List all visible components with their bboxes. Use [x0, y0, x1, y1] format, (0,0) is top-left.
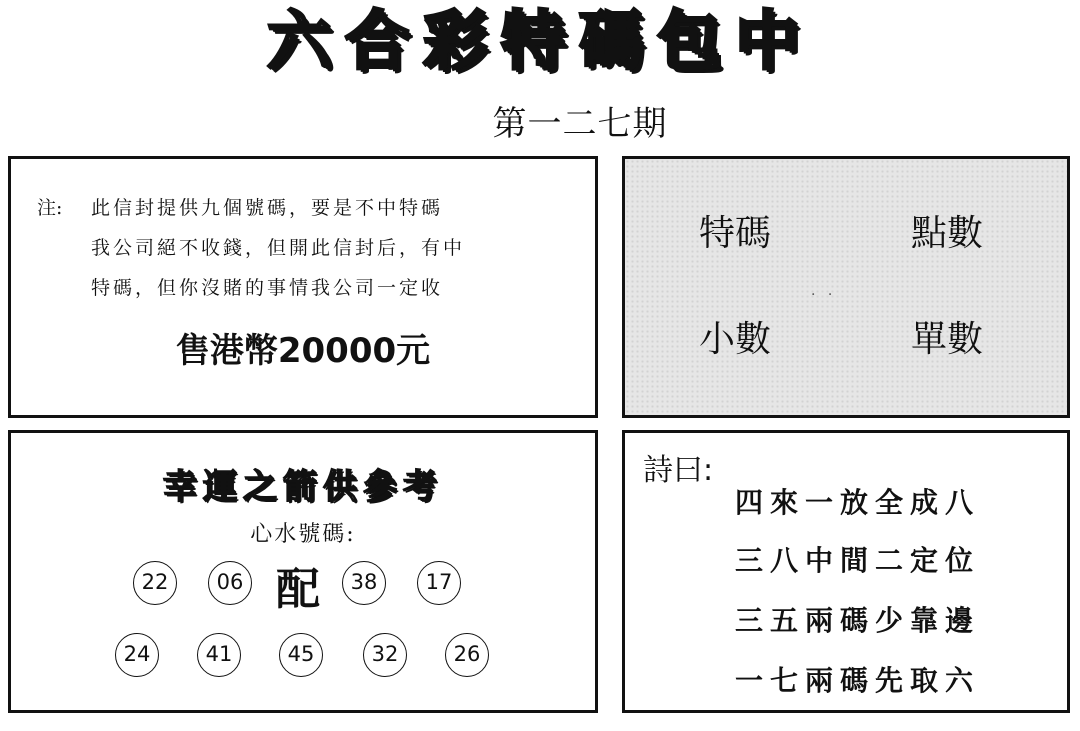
pair-label: 配: [276, 564, 320, 615]
poem-line: 三五兩碼少靠邊: [735, 604, 981, 637]
number-ball: 38: [342, 561, 386, 605]
number-ball: 17: [417, 561, 461, 605]
poem-label: 詩曰:: [643, 453, 714, 488]
issue-number: 第一二七期: [492, 104, 668, 144]
poem-line: 一七兩碼先取六: [735, 664, 981, 697]
stat-label: 點數: [911, 213, 984, 254]
price-text: 售港幣20000元: [175, 331, 431, 371]
stats-panel: [622, 156, 1070, 418]
notice-label: 注:: [37, 197, 63, 219]
notice-line: 特碼，但你沒賭的事情我公司一定收: [91, 277, 444, 299]
number-ball: 32: [363, 633, 407, 677]
number-ball: 06: [208, 561, 252, 605]
number-ball: 24: [115, 633, 159, 677]
stat-label: 小數: [699, 319, 772, 360]
notice-line: 我公司絕不收錢，但開此信封后，有中: [91, 237, 466, 259]
lucky-numbers-panel: [8, 430, 598, 713]
number-ball: 41: [197, 633, 241, 677]
decorative-dots: · ·: [811, 287, 837, 303]
notice-panel: [8, 156, 598, 418]
lucky-subtitle: 心水號碼:: [250, 522, 356, 547]
number-ball: 45: [279, 633, 323, 677]
poem-line: 四來一放全成八: [735, 486, 981, 519]
page-title: 六合彩特碼包中: [267, 4, 813, 79]
stat-label: 單數: [911, 319, 984, 360]
number-ball: 26: [445, 633, 489, 677]
stat-label: 特碼: [699, 213, 772, 254]
poem-line: 三八中間二定位: [735, 544, 981, 577]
poem-panel: [622, 430, 1070, 713]
lucky-title: 幸運之箭供參考: [163, 467, 443, 507]
number-ball: 22: [133, 561, 177, 605]
notice-line: 此信封提供九個號碼，要是不中特碼: [91, 197, 444, 219]
